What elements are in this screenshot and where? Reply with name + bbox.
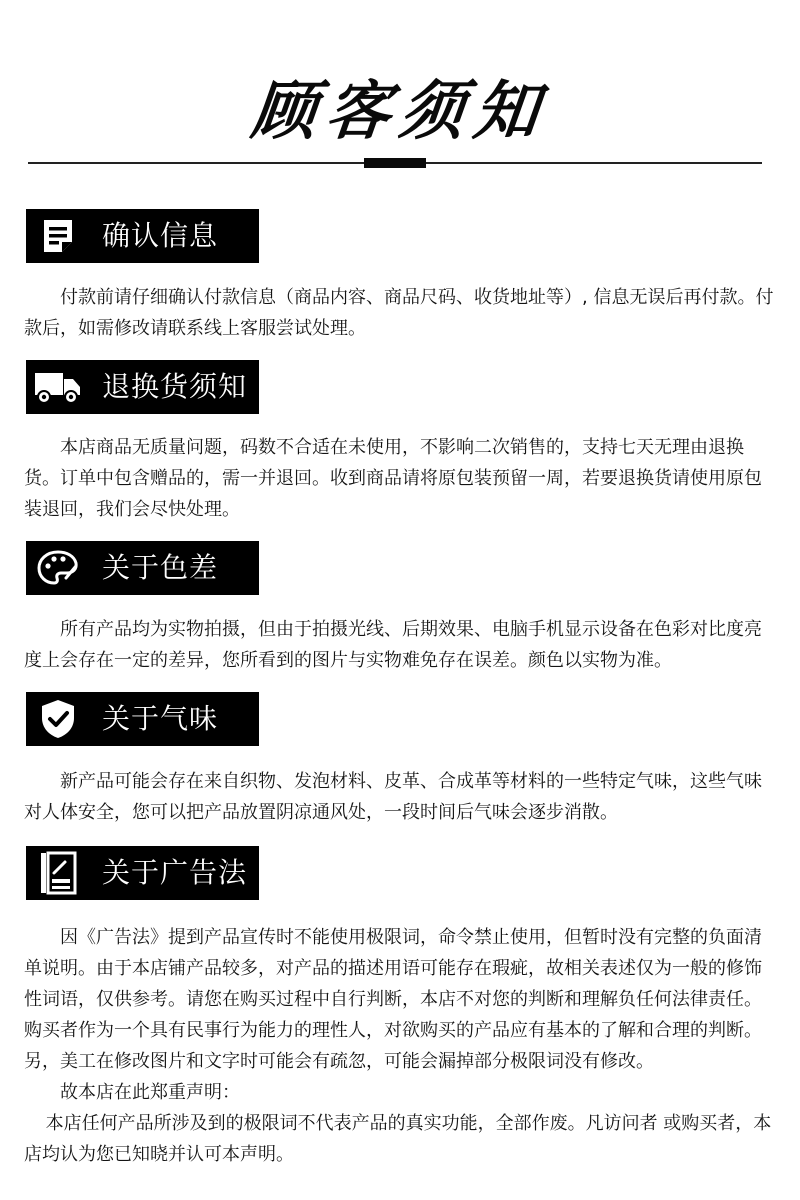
paragraph: 本店商品无质量问题，码数不合适在未使用，不影响二次销售的，支持七天无理由退换货。订单中包含赠品的，需一并退回。收到商品请将原包装预留一周，若要退换货请使用原包装退回，我们会尽快处理。 <box>24 437 762 520</box>
paragraph: 因《广告法》提到产品宣传时不能使用极限词，命令禁止使用，但暂时没有完整的负面清单说明。由于本店铺产品较多，对产品的描述用语可能存在瑕疵，故相关表述仅为一般的修饰性词语，仅供参考。请您在购买过程中自行判断，本店不对您的判断和理解负任何法律责任。购买者作为一个具有民事行为能力的理性人，对欲购买的产品应有基本的了解和合理的判断。另，美工在修改图片和文字时可能会有疏忽，可能会漏掉部分极限词没有修改。 <box>24 927 762 1072</box>
section-heading: 关于色差 <box>102 551 219 584</box>
section-header-confirm-info <box>26 209 259 263</box>
section-header-odor <box>26 692 259 746</box>
delivery-truck-icon <box>34 365 82 409</box>
section-body-color-difference <box>24 614 776 676</box>
paragraph: 新产品可能会存在来自织物、发泡材料、皮革、合成革等材料的一些特定气味，这些气味对人体安全，您可以把产品放置阴凉通风处，一段时间后气味会逐步消散。 <box>24 771 762 823</box>
document-icon <box>34 214 82 258</box>
section-body-odor <box>24 766 776 828</box>
section-heading: 关于气味 <box>102 702 219 735</box>
section-header-color-difference <box>26 541 259 595</box>
law-book-icon <box>34 851 82 895</box>
section-header-returns <box>26 360 259 414</box>
section-heading: 退换货须知 <box>102 370 248 403</box>
paragraph: 本店任何产品所涉及到的极限词不代表产品的真实功能，全部作废。凡访问者 或购买者，本店均认为您已知晓并认可本声明。 <box>24 1113 772 1165</box>
paragraph: 所有产品均为实物拍摄，但由于拍摄光线、后期效果、电脑手机显示设备在色彩对比度亮度上会存在一定的差异，您所看到的图片与实物难免存在误差。颜色以实物为准。 <box>24 619 762 671</box>
page-title: 顾客须知 <box>248 75 552 149</box>
title-divider-accent <box>364 158 426 168</box>
color-palette-icon <box>34 546 82 590</box>
paragraph: 付款前请仔细确认付款信息（商品内容、商品尺码、收货地址等）, 信息无误后再付款。付款后，如需修改请联系线上客服尝试处理。 <box>24 287 774 339</box>
section-body-returns <box>24 432 776 525</box>
section-body-confirm-info <box>24 282 776 344</box>
paragraph: 故本店在此郑重声明： <box>60 1082 240 1103</box>
section-body-advertising-law <box>24 922 776 1170</box>
shield-check-icon <box>34 697 82 741</box>
section-heading: 确认信息 <box>102 219 219 252</box>
section-header-advertising-law <box>26 846 259 900</box>
section-heading: 关于广告法 <box>102 856 248 889</box>
